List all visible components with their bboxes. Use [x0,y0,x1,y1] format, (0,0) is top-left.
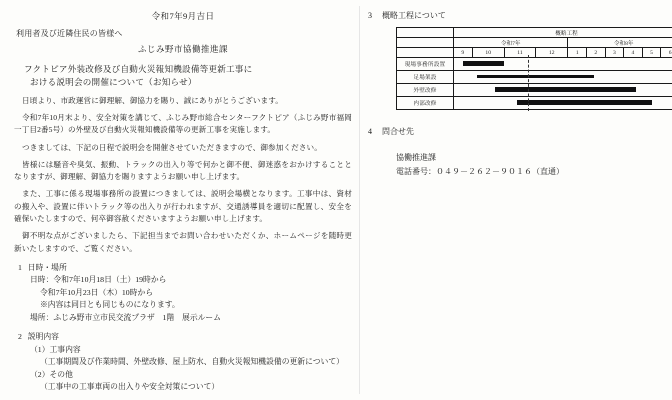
section-2-heading [18,331,352,343]
contact-phone-label: 電話番号： [396,166,436,176]
paragraph-greeting: 日頃より、市政運営に御理解、御協力を賜り、誠にありがとうございます。 [22,95,283,105]
gantt-row [397,97,672,110]
gantt-month-4: 1 [568,48,587,58]
right-column [362,0,672,400]
paragraph-inquiry: 御不明な点がございましたら、下記担当までお問い合わせいただくか、ホームページを随時更新いたしますので、ご覧ください。 [14,231,352,253]
gantt-year-2: 令和8年 [568,38,672,48]
section-1-number: 1 [18,262,22,272]
section-1-line-2: 令和7年10月23日（木）10時から [40,287,154,297]
gantt-row-label-1: 足場架設 [397,71,454,84]
section-3-number: 3 [368,11,372,20]
section-2-item-1-detail: （工事期間及び作業時間、外壁改修、屋上防水、自動火災報知機設備の更新について） [40,357,344,367]
paragraph-site-office: また、工事に係る現場事務所の設置につきましては、説明会場横となります。工事中は、資材の搬入や、設置に伴いトラック等の出入りが行われますが、交通誘導員を適切に配置し、安全を確保いたしますので、何卒御容赦くださいますようお願い申し上げます。 [14,189,352,223]
section-content [14,331,352,393]
section-4-heading [368,126,664,137]
contact-department: 協働推進課 [396,153,436,162]
section-2-title: 説明内容 [27,332,59,342]
gantt-month-0: 9 [454,48,473,58]
document-title [24,63,352,90]
gantt-month-3: 12 [536,48,568,58]
gantt-row-label-0: 現場事務所設置 [397,58,454,71]
gantt-row-track-3 [454,97,672,110]
section-datetime-place [14,262,352,324]
gantt-row-track-0 [454,58,672,71]
gantt-year-corner [397,38,454,48]
gantt-row-track-2 [454,84,672,97]
section-4-number: 4 [368,127,372,136]
document-title-line1: フクトピア外装改修及び自動火災報知機設備等更新工事に [24,64,253,74]
gantt-group-header: 概略工程 [454,28,672,38]
gantt-track-1 [454,71,672,83]
gantt-year-divider [528,55,529,111]
gantt-row [397,71,672,84]
gantt-month-6: 3 [605,48,624,58]
section-1-line-3: ※内容は同日とも同じものになります。 [40,300,180,310]
section-1-heading [18,262,352,274]
document-issuer: ふじみ野市協働推進課 [137,44,228,54]
paragraph-meeting-notice: つきましては、下記の日程で説明会を開催させていただきますので、御参加ください。 [22,142,322,152]
gantt-month-corner [397,48,454,58]
section-2-item-2-detail: （工事中の工事車両の出入りや安全対策について） [40,382,220,392]
section-4-title: 問合せ先 [382,127,414,136]
paragraph-apology: 皆様には騒音や臭気、振動、トラックの出入り等で何かと御不便、御迷惑をおかけすることとなりますが、御理解、御協力を賜りますようお願い申し上げます。 [14,159,352,182]
gantt-bar-1 [477,75,594,78]
gantt-bar-2 [495,87,637,92]
gantt-month-row [397,48,672,58]
section-3-title: 概略工程について [382,11,446,20]
gantt-table [396,27,672,110]
gantt-group-header-row [397,28,672,38]
document-title-line2: おける説明会の開催について（お知らせ） [30,77,197,88]
section-1-line-4: 場所：ふじみ野市立市民交流プラザ 1階 展示ルーム [30,312,222,322]
section-1-title: 日時・場所 [27,262,67,272]
gantt-row [397,84,672,97]
contact-block [368,151,664,178]
gantt-month-9: 6 [661,48,672,58]
document-addressee: 利用者及び近隣住民の皆様へ [16,29,123,38]
gantt-month-1: 10 [472,48,504,58]
document-date: 令和7年9月吉日 [151,11,215,21]
gantt-row-track-1 [454,71,672,84]
section-2-item-2: （2）その他 [30,369,73,379]
gantt-bar-3 [517,100,652,105]
paragraph-work-overview: 令和7年10月末より、安全対策を講じて、ふじみ野市総合センターフクトピア（ふじみ野市福岡一丁目2番5号）の外壁及び自動火災報知機設備等の更新工事を実施します。 [14,112,352,135]
gantt-track-2 [454,84,672,96]
gantt-month-8: 5 [642,48,661,58]
gantt-year-row [397,38,672,48]
section-2-number: 2 [18,332,22,342]
gantt-row-label-2: 外壁改修 [397,84,454,97]
gantt-track-3 [454,97,672,109]
gantt-row-label-3: 内部改修 [397,97,454,110]
gantt-track-0 [454,58,672,70]
gantt-corner-cell [397,28,454,38]
gantt-row [397,58,672,71]
gantt-year-1: 令和7年 [454,38,568,48]
gantt-month-2: 11 [504,48,535,58]
gantt-chart [382,27,672,110]
gantt-month-7: 4 [624,48,643,58]
gantt-month-5: 2 [587,48,606,58]
section-1-line-1: 日時：令和7年10月18日（土）19時から [30,275,167,285]
contact-phone-line [396,165,664,179]
section-2-item-1: （1）工事内容 [30,344,81,354]
gantt-bar-0 [463,61,504,66]
contact-phone-number: ０４９－２６２－９０１６（直通） [436,166,564,176]
section-3-heading [368,10,664,21]
